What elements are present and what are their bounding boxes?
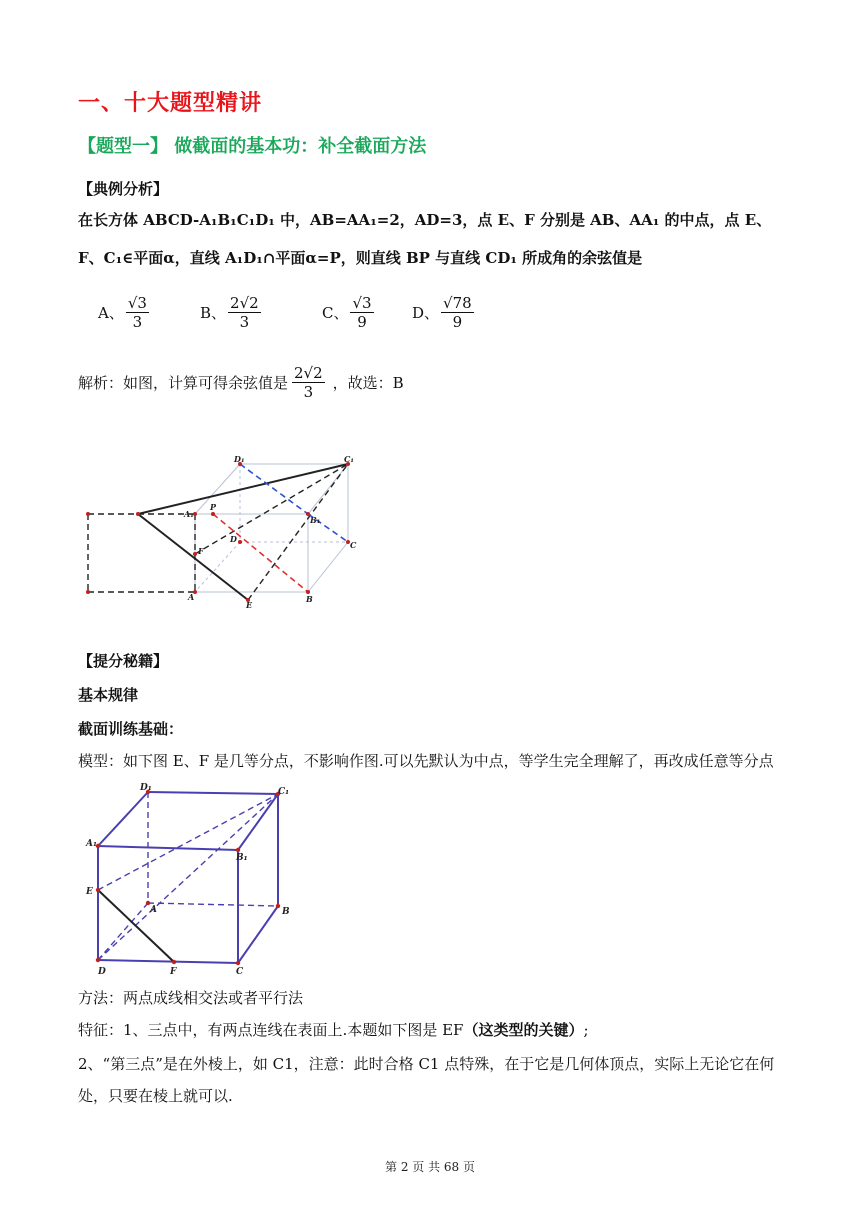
figure-2-ef-line [98,890,174,962]
fig2-label-c1: C₁ [278,787,290,797]
feature-suffix: ; [583,1021,589,1039]
option-b-fraction [228,294,261,331]
figure-1-blue-line [240,464,308,514]
option-c-denominator: 9 [357,313,367,331]
fig2-label-d1: D₁ [140,783,152,793]
label-d: D [230,534,237,544]
label-c1: C₁ [344,454,354,464]
solution-fraction [292,364,325,401]
section-heading: 一、十大题型精讲 [78,91,263,116]
solution-numerator: 2√2 [294,364,323,382]
fig2-label-a: A [150,905,157,915]
option-a [98,294,149,331]
option-a-fraction [126,294,149,331]
label-a1: A₁ [184,509,194,519]
option-a-numerator: √3 [127,294,147,312]
label-f: F [198,546,204,556]
label-b: B [306,594,313,604]
fig2-label-f: F [170,967,177,977]
example-label: 【典例分析】 [78,180,169,198]
fig2-label-d: D [98,967,106,977]
feature-text [78,1020,798,1040]
fig2-label-e: E [86,887,93,897]
figure-2-cuboid [78,778,308,978]
feature-bold: （这类型的关键） [463,1021,584,1039]
note-line-1: 2、“第三点”是在外棱上，如 C1，注意：此时合格 C1 点特殊，在于它是几何体顶点，实际上无论它在何 [78,1055,775,1073]
note-line-2: 处，只要在棱上就可以. [78,1087,233,1105]
option-b-denominator: 3 [239,313,250,331]
option-c-fraction [350,294,373,331]
label-e: E [246,600,253,610]
method-text: 方法：两点成线相交法或者平行法 [78,989,304,1007]
page-footer: 第 2 页 共 68 页 [385,1160,475,1174]
solution-denominator: 3 [303,383,314,401]
figure-1-cuboid-section [78,450,378,610]
fig2-label-b: B [282,907,290,917]
label-a: A [188,592,195,602]
option-d-denominator: 9 [452,313,463,331]
option-b-numerator: 2√2 [230,294,259,312]
figure-1-points [86,462,350,602]
option-c-numerator: √3 [352,294,372,312]
fig2-label-b1: B₁ [236,853,248,863]
fig2-label-a1: A₁ [86,839,97,849]
option-d [412,294,474,331]
basic-rule: 基本规律 [78,686,139,704]
label-p: P [210,502,217,512]
option-c [322,294,374,331]
option-d-fraction [441,294,474,331]
option-b-letter: B、 [200,304,227,322]
option-b [200,294,261,331]
problem-line-1: 在长方体 ABCD-A₁B₁C₁D₁ 中，AB=AA₁=2，AD=3，点 E、F 分别是 AB、AA₁ 的中点，点 E、 [78,211,772,229]
figure-1-red-line [213,514,308,592]
feature-prefix: 特征：1、三点中，有两点连线在表面上.本题如下图是 EF [78,1021,464,1039]
solution-prefix: 解析：如图，计算可得余弦值是 [78,374,289,392]
question-type-heading: 【题型一】 做截面的基本功：补全截面方法 [78,136,427,157]
figure-1-extension [88,464,348,600]
label-b1: B₁ [310,515,321,525]
option-a-denominator: 3 [132,313,143,331]
fig2-label-c: C [236,967,244,977]
problem-line-2: F、C₁∈平面α，直线 A₁D₁∩平面α=P，则直线 BP 与直线 CD₁ 所成角的余弦值是 [78,249,643,267]
section-basis: 截面训练基础： [78,720,184,738]
solution-suffix: ，故选：B [332,374,404,392]
label-c: C [350,540,357,550]
option-a-letter: A、 [98,304,124,322]
solution-line [78,364,404,401]
tips-label: 【提分秘籍】 [78,652,169,670]
option-d-numerator: √78 [443,294,472,312]
option-d-letter: D、 [412,304,440,322]
figure-1-section-lines [138,464,348,600]
option-c-letter: C、 [322,304,349,322]
label-d1: D₁ [234,454,245,464]
model-text: 模型：如下图 E、F 是几等分点，不影响作图.可以先默认为中点，等学生完全理解了，再改成任意等分点 [78,752,774,770]
